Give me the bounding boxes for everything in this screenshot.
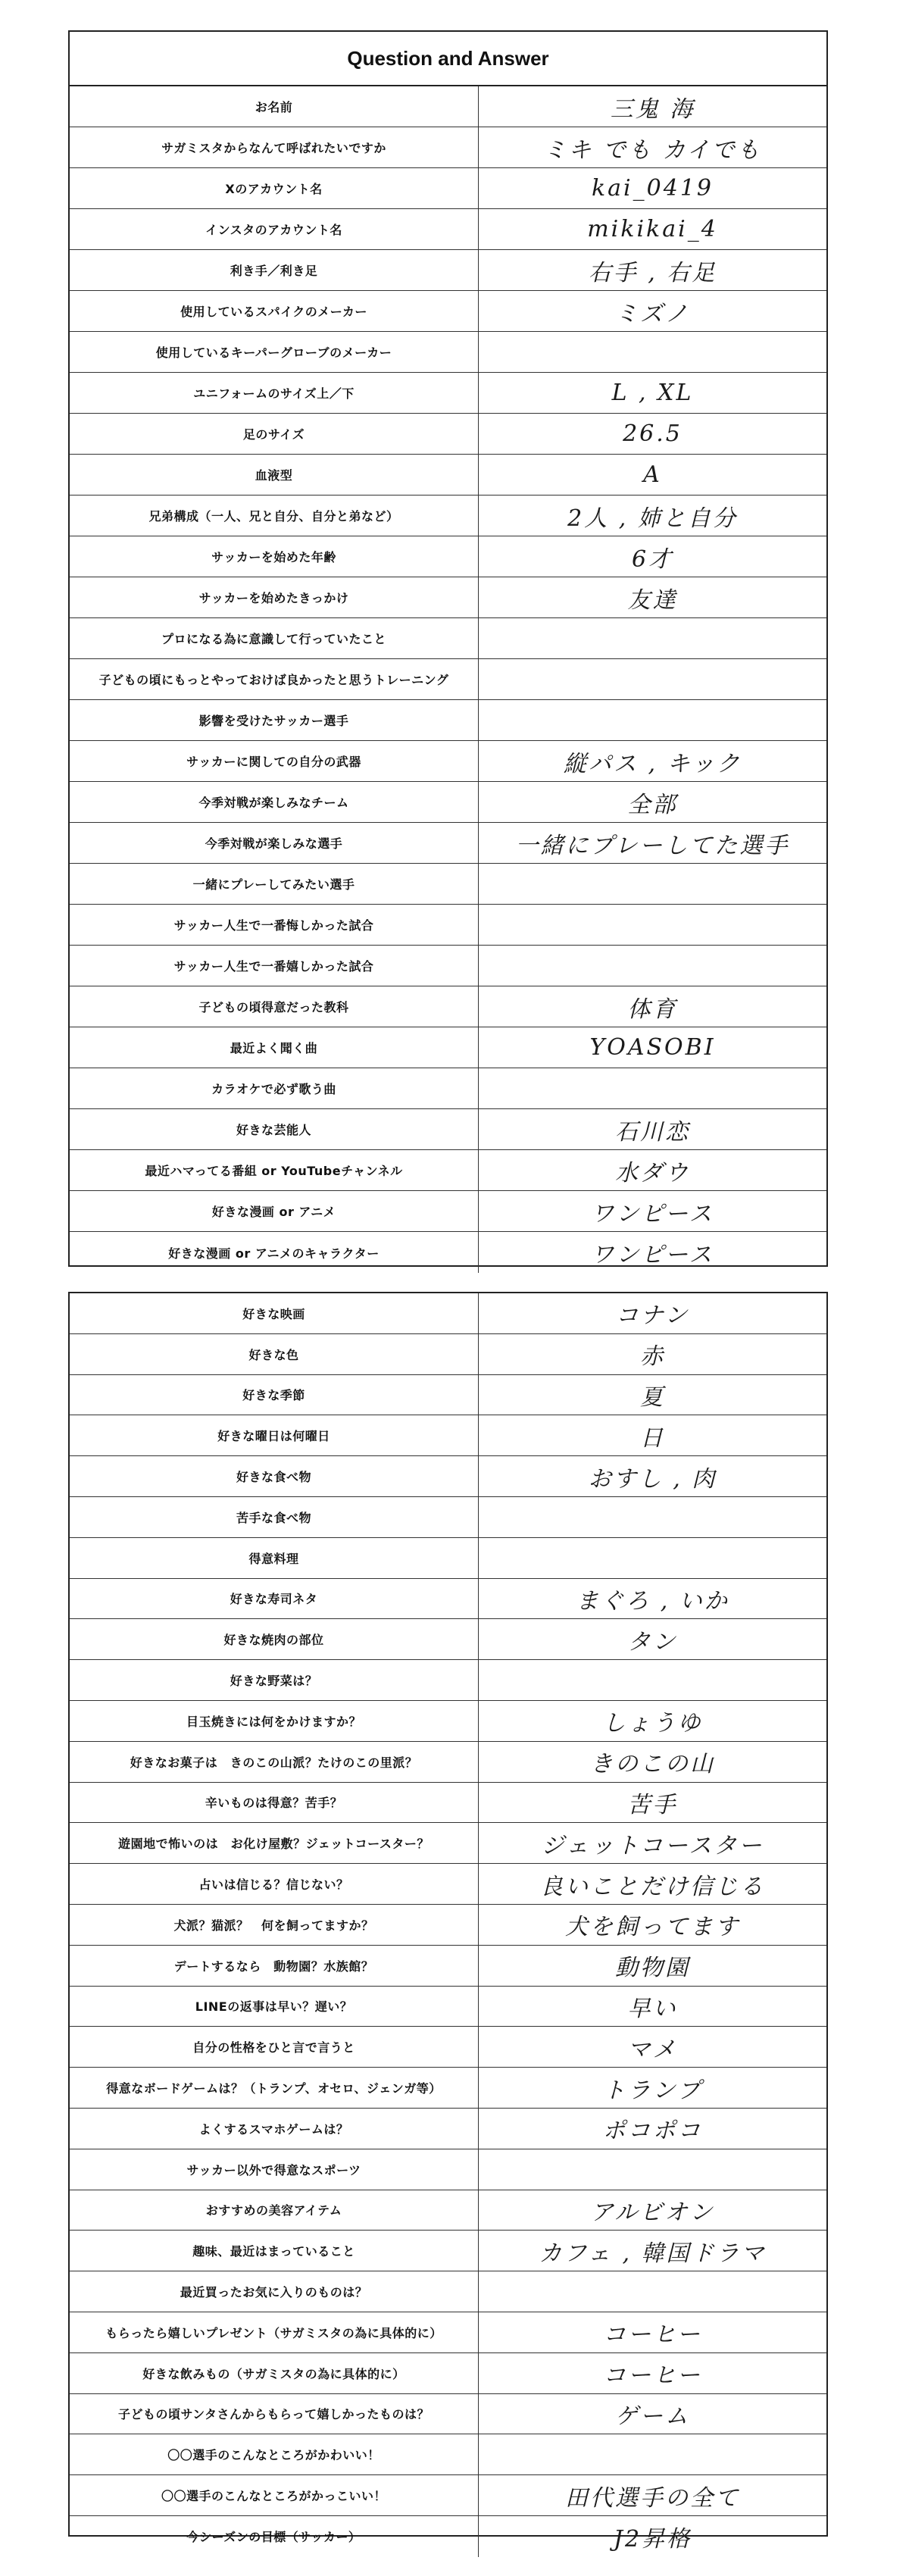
question-label: 好きな季節 [70, 1375, 479, 1415]
qa-row [70, 455, 826, 496]
qa-row [70, 946, 826, 986]
qa-row [70, 986, 826, 1027]
question-label: 今季対戦が楽しみな選手 [70, 823, 479, 863]
answer-value: ミズノ [615, 300, 690, 327]
answer-value: mikikai_4 [587, 216, 718, 242]
qa-row [70, 618, 826, 659]
questionnaire-sheet-1 [68, 30, 828, 1267]
qa-row [70, 1538, 826, 1579]
answer-value: 日 [640, 1424, 665, 1452]
question-label: 使用しているスパイクのメーカー [70, 291, 479, 331]
qa-row [70, 250, 826, 291]
answer-value: 全部 [627, 791, 678, 818]
question-label: 好きなお菓子は きのこの山派？たけのこの里派？ [70, 1742, 479, 1782]
question-label: 好きな曜日は何曜日 [70, 1415, 479, 1455]
qa-row [70, 1293, 826, 1334]
question-label: 好きな飲みもの（サガミスタの為に具体的に） [70, 2353, 479, 2393]
answer-value: J2昇格 [613, 2525, 692, 2553]
qa-row [70, 700, 826, 741]
answer-value: カフェ , 韓国ドラマ [539, 2240, 767, 2267]
qa-row [70, 659, 826, 700]
answer-value: まぐろ , いか [576, 1587, 729, 1615]
question-label: 苦手な食べ物 [70, 1497, 479, 1537]
question-label: サッカーに関しての自分の武器 [70, 741, 479, 781]
answer-value [479, 1068, 826, 1108]
qa-row [70, 2353, 826, 2394]
qa-row [70, 291, 826, 332]
question-label: 子どもの頃サンタさんからもらって嬉しかったものは？ [70, 2394, 479, 2434]
qa-row [70, 1864, 826, 1905]
question-label: 辛いものは得意？苦手？ [70, 1783, 479, 1823]
qa-row [70, 577, 826, 618]
qa-row [70, 2475, 826, 2516]
answer-value: マメ [627, 2036, 678, 2063]
answer-value: ポコポコ [602, 2118, 703, 2145]
answer-value: 三鬼 海 [610, 95, 695, 123]
qa-row [70, 741, 826, 782]
answer-value: 縦パス , キック [563, 750, 742, 777]
answer-value: トランプ [602, 2077, 703, 2104]
qa-row [70, 2271, 826, 2312]
qa-row [70, 2109, 826, 2149]
question-label: 好きな食べ物 [70, 1456, 479, 1496]
qa-row [70, 1109, 826, 1150]
question-label: サガミスタからなんて呼ばれたいですか [70, 127, 479, 167]
question-label: 好きな芸能人 [70, 1109, 479, 1149]
answer-value: 夏 [640, 1383, 665, 1411]
question-label: 遊園地で怖いのは お化け屋敷？ジェットコースター？ [70, 1823, 479, 1863]
answer-value: A [643, 461, 662, 488]
qa-row [70, 2027, 826, 2068]
qa-row [70, 1150, 826, 1191]
question-label: 好きな映画 [70, 1293, 479, 1333]
qa-row [70, 1456, 826, 1497]
answer-value: ミキ でも カイでも [543, 136, 762, 164]
question-label: 今季対戦が楽しみなチーム [70, 782, 479, 822]
answer-value [479, 905, 826, 945]
answer-value: 一緒にプレーしてた選手 [515, 832, 790, 859]
answer-value: おすし , 肉 [588, 1465, 717, 1493]
answer-value [479, 864, 826, 904]
question-label: 〇〇選手のこんなところがかっこいい！ [70, 2475, 479, 2515]
question-label: サッカーを始めた年齢 [70, 536, 479, 577]
answer-value: コーヒー [603, 2321, 702, 2349]
qa-row [70, 2394, 826, 2435]
answer-value: 動物園 [615, 1955, 690, 1982]
answer-value [479, 2271, 826, 2312]
question-label: 子どもの頃にもっとやっておけば良かったと思うトレーニング [70, 659, 479, 699]
question-label: 使用しているキーパーグローブのメーカー [70, 332, 479, 372]
answer-value [479, 1660, 826, 1700]
question-label: 〇〇選手のこんなところがかわいい！ [70, 2434, 479, 2474]
question-label: 子どもの頃得意だった教科 [70, 986, 479, 1027]
questionnaire-sheet-2 [68, 1292, 828, 2553]
question-label: 足のサイズ [70, 414, 479, 454]
qa-list-2 [70, 1293, 826, 2557]
question-label: インスタのアカウント名 [70, 209, 479, 249]
answer-value [479, 2149, 826, 2190]
qa-row [70, 782, 826, 823]
answer-value: kai_0419 [591, 175, 714, 202]
question-label: 一緒にプレーしてみたい選手 [70, 864, 479, 904]
question-label: 最近買ったお気に入りのものは？ [70, 2271, 479, 2312]
question-label: サッカー以外で得意なスポーツ [70, 2149, 479, 2190]
qa-list-1 [70, 86, 826, 1273]
question-label: 犬派？猫派？ 何を飼ってますか？ [70, 1905, 479, 1945]
answer-value [479, 1538, 826, 1578]
question-label: 影響を受けたサッカー選手 [70, 700, 479, 740]
qa-row [70, 496, 826, 536]
answer-value: ワンピース [591, 1242, 714, 1268]
qa-row [70, 1415, 826, 1456]
answer-value: タン [627, 1628, 678, 1655]
qa-row [70, 1823, 826, 1864]
qa-row [70, 1619, 826, 1660]
question-label: デートするなら 動物園？水族館？ [70, 1946, 479, 1986]
answer-value [479, 946, 826, 986]
question-label: 趣味、最近はまっていること [70, 2231, 479, 2271]
qa-row [70, 86, 826, 127]
sheet-title: Question and Answer [70, 32, 826, 86]
qa-row [70, 209, 826, 250]
qa-row [70, 1068, 826, 1109]
question-label: よくするスマホゲームは？ [70, 2109, 479, 2149]
answer-value: 体育 [627, 996, 678, 1023]
question-label: お名前 [70, 86, 479, 127]
qa-row [70, 823, 826, 864]
answer-value: 6才 [631, 546, 674, 573]
question-label: 目玉焼きには何をかけますか？ [70, 1701, 479, 1741]
question-label: LINEの返事は早い？遅い？ [70, 1987, 479, 2027]
qa-row [70, 1783, 826, 1824]
answer-value: しょうゆ [602, 1710, 703, 1737]
question-label: 兄弟構成（一人、兄と自分、自分と弟など） [70, 496, 479, 536]
qa-row [70, 373, 826, 414]
question-label: カラオケで必ず歌う曲 [70, 1068, 479, 1108]
question-label: 血液型 [70, 455, 479, 495]
question-label: 得意なボードゲームは？（トランプ、オセロ、ジェンガ等） [70, 2068, 479, 2108]
qa-row [70, 1987, 826, 2027]
question-label: 得意料理 [70, 1538, 479, 1578]
question-label: サッカー人生で一番悔しかった試合 [70, 905, 479, 945]
question-label: ユニフォームのサイズ上／下 [70, 373, 479, 413]
qa-row [70, 1701, 826, 1742]
question-label: 好きな漫画 or アニメのキャラクター [70, 1232, 479, 1273]
question-label: 最近ハマってる番組 or YouTubeチャンネル [70, 1150, 479, 1190]
answer-value: 早い [627, 1995, 678, 2022]
qa-row [70, 2149, 826, 2190]
answer-value [479, 332, 826, 372]
qa-row [70, 1191, 826, 1232]
qa-row [70, 127, 826, 168]
answer-value: 2人 , 姉と自分 [567, 505, 738, 532]
qa-row [70, 332, 826, 373]
answer-value: YOASOBI [589, 1034, 716, 1061]
answer-value: 赤 [640, 1343, 665, 1371]
answer-value [479, 618, 826, 658]
question-label: Xのアカウント名 [70, 168, 479, 208]
answer-value: コナン [615, 1302, 690, 1330]
question-label: 占いは信じる？信じない？ [70, 1864, 479, 1904]
answer-value: 田代選手の全て [565, 2484, 740, 2512]
question-label: 好きな焼肉の部位 [70, 1619, 479, 1659]
answer-value: 水ダウ [615, 1159, 690, 1186]
answer-value [479, 659, 826, 699]
answer-value: コーヒー [603, 2362, 702, 2390]
qa-row [70, 1027, 826, 1068]
question-label: 好きな色 [70, 1334, 479, 1374]
qa-row [70, 1232, 826, 1273]
qa-row [70, 2516, 826, 2557]
qa-row [70, 1742, 826, 1783]
qa-row [70, 905, 826, 946]
answer-value: 良いことだけ信じる [540, 1873, 765, 1900]
question-label: 自分の性格をひと言で言うと [70, 2027, 479, 2067]
qa-row [70, 2434, 826, 2475]
qa-row [70, 864, 826, 905]
answer-value: 犬を飼ってます [565, 1914, 740, 1941]
answer-value: 石川恋 [615, 1118, 690, 1146]
answer-value: 苦手 [627, 1791, 678, 1818]
answer-value [479, 1497, 826, 1537]
qa-row [70, 2312, 826, 2353]
qa-row [70, 536, 826, 577]
question-label: 好きな野菜は？ [70, 1660, 479, 1700]
answer-value [479, 2434, 826, 2474]
question-label: もらったら嬉しいプレゼント（サガミスタの為に具体的に） [70, 2312, 479, 2352]
qa-row [70, 414, 826, 455]
qa-row [70, 1905, 826, 1946]
answer-value: アルビオン [590, 2199, 715, 2226]
qa-row [70, 2068, 826, 2109]
answer-value: 26.5 [623, 420, 683, 447]
answer-value: 友達 [627, 586, 678, 614]
qa-row [70, 2190, 826, 2231]
qa-row [70, 2231, 826, 2271]
answer-value: ジェットコースター [541, 1832, 764, 1859]
qa-row [70, 1660, 826, 1701]
answer-value: L , XL [611, 380, 694, 406]
qa-row [70, 168, 826, 209]
answer-value: きのこの山 [590, 1751, 715, 1778]
question-label: おすすめの美容アイテム [70, 2190, 479, 2231]
answer-value: ワンピース [591, 1200, 714, 1227]
answer-value: 右手 , 右足 [588, 259, 717, 286]
question-label: サッカー人生で一番嬉しかった試合 [70, 946, 479, 986]
question-label: 利き手／利き足 [70, 250, 479, 290]
qa-row [70, 1579, 826, 1620]
qa-row [70, 1334, 826, 1375]
question-label: 最近よく聞く曲 [70, 1027, 479, 1068]
question-label: 今シーズンの目標（サッカー） [70, 2516, 479, 2557]
answer-value: ゲーム [615, 2402, 690, 2430]
question-label: サッカーを始めたきっかけ [70, 577, 479, 617]
qa-row [70, 1946, 826, 1987]
question-label: 好きな寿司ネタ [70, 1579, 479, 1619]
question-label: 好きな漫画 or アニメ [70, 1191, 479, 1231]
qa-row [70, 1375, 826, 1416]
qa-row [70, 1497, 826, 1538]
question-label: プロになる為に意識して行っていたこと [70, 618, 479, 658]
answer-value [479, 700, 826, 740]
